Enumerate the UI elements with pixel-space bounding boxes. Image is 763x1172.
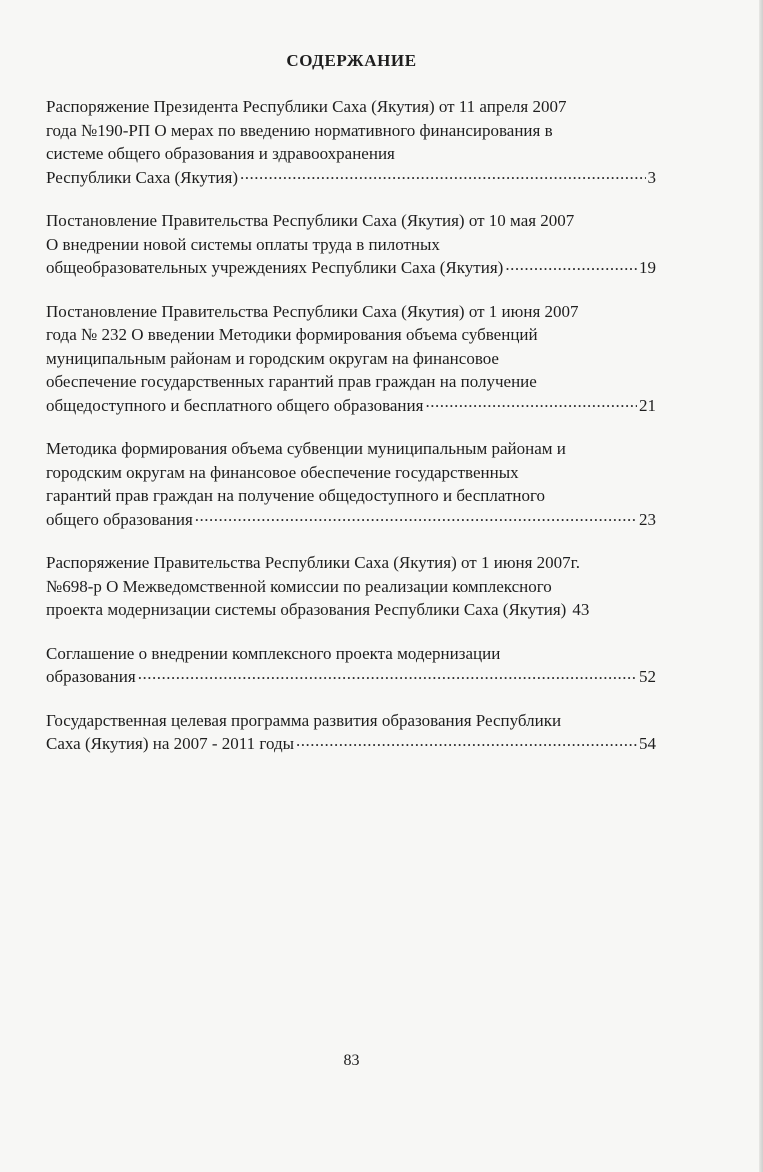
toc-entry-line: системе общего образования и здравоохранения (46, 144, 395, 163)
toc-entry-line: городским округам на финансовое обеспечение государственных (46, 462, 519, 482)
dot-leader (296, 732, 637, 749)
toc-entry-line: О внедрении новой системы оплаты труда в пилотных (46, 234, 440, 254)
toc-entry[interactable] (46, 209, 656, 280)
toc-page-number: 19 (639, 258, 656, 277)
toc-entry-last-line (46, 256, 656, 280)
dot-leader (505, 256, 637, 273)
toc-entry-last-line (46, 665, 656, 689)
toc-entry-last-line (46, 732, 656, 756)
toc-entry[interactable] (46, 709, 656, 756)
toc-entry-line: Государственная целевая программа развития образования Республики (46, 710, 562, 730)
toc-entry-last-line (46, 166, 656, 190)
toc-entry-line: проекта модернизации системы образования Республики Саха (Якутия) (46, 600, 567, 619)
toc-page-number: 3 (647, 167, 656, 187)
toc-entry[interactable] (46, 437, 656, 531)
page-title: СОДЕРЖАНИЕ (286, 51, 417, 70)
toc-entry-line: общего образования (46, 509, 193, 529)
toc-entry-last-line (46, 394, 656, 418)
toc-entry-line: обеспечение государственных гарантий прав граждан на получение (46, 372, 537, 391)
toc-entry-line: Распоряжение Правительства Республики Саха (Якутия) от 1 июня 2007г. (46, 553, 580, 572)
page-edge-shadow (759, 0, 763, 1172)
toc-page-number: 21 (639, 395, 656, 415)
table-of-contents (46, 95, 656, 776)
toc-entry-line: Постановление Правительства Республики Саха (Якутия) от 10 мая 2007 (46, 211, 575, 230)
toc-entry-line: года №190-РП О мерах по введению нормативного финансирования в (46, 120, 553, 140)
page-number: 83 (343, 1052, 360, 1069)
dot-leader (138, 665, 637, 682)
toc-entry-last-line (46, 598, 656, 622)
dot-leader (195, 508, 637, 525)
dot-leader (425, 394, 637, 411)
toc-entry-line: муниципальным районам и городским округам на финансовое (46, 348, 499, 368)
toc-entry-line: Саха (Якутия) на 2007 - 2011 годы (46, 734, 295, 753)
toc-entry[interactable] (46, 551, 656, 622)
toc-page-number: 23 (639, 509, 656, 529)
toc-page-number: 43 (572, 600, 590, 619)
dot-leader (240, 166, 645, 183)
toc-entry-line: года № 232 О введении Методики формирования объема субвенций (46, 325, 538, 344)
toc-entry-line: Методика формирования объема субвенции муниципальным районам и (46, 439, 566, 458)
toc-entry-line: образования (46, 667, 136, 686)
toc-entry-line: Соглашение о внедрении комплексного проекта модернизации (46, 643, 501, 663)
toc-entry-line: Распоряжение Президента Республики Саха (Якутия) от 11 апреля 2007 (46, 97, 567, 116)
toc-entry-line: Постановление Правительства Республики Саха (Якутия) от 1 июня 2007 (46, 301, 579, 321)
toc-entry-line: гарантий прав граждан на получение общедоступного и бесплатного (46, 486, 546, 505)
toc-entry-line: общедоступного и бесплатного общего образования (46, 395, 424, 415)
toc-entry[interactable] (46, 642, 656, 689)
toc-entry[interactable] (46, 300, 656, 418)
toc-entry[interactable] (46, 95, 656, 189)
toc-entry-line: Республики Саха (Якутия) (46, 167, 239, 187)
toc-entry-line: №698-р О Межведомственной комиссии по реализации комплексного (46, 576, 552, 596)
toc-page-number: 52 (639, 667, 656, 686)
toc-entry-line: общеобразовательных учреждениях Республики Саха (Якутия) (46, 258, 504, 277)
toc-page-number: 54 (639, 734, 656, 753)
toc-entry-last-line (46, 508, 656, 532)
